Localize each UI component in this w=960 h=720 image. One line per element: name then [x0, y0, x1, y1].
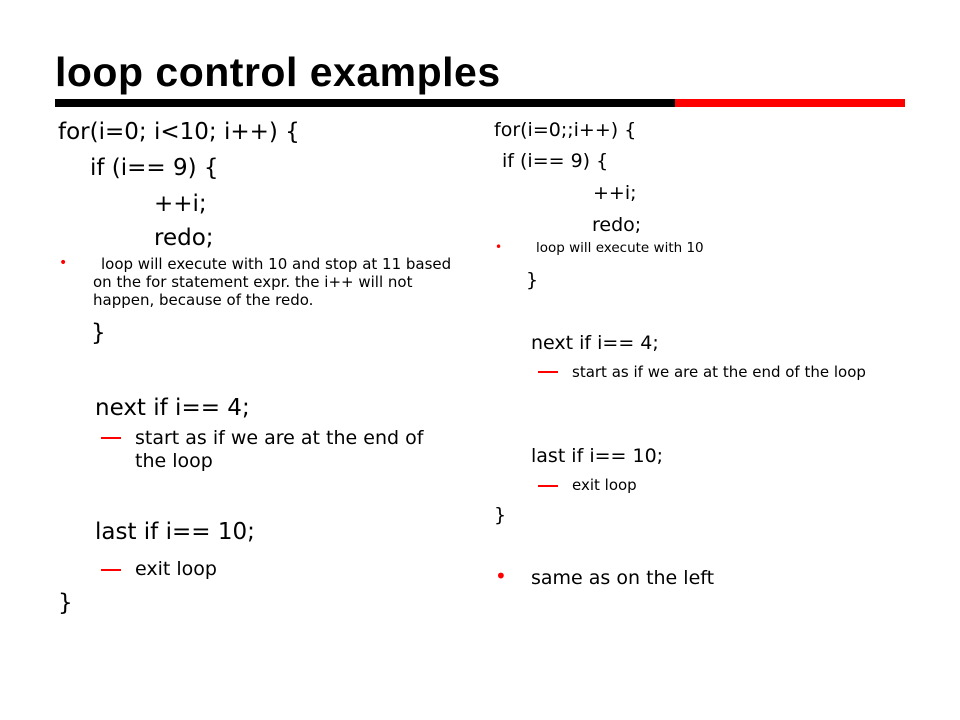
left-close-if: } [91, 320, 106, 346]
right-note: loop will execute with 10 [536, 240, 704, 256]
right-summary-bullet: • [495, 564, 507, 588]
right-close-if: } [526, 269, 539, 291]
left-next-dash [101, 437, 121, 439]
left-increment-line: ++i; [154, 191, 207, 217]
left-close-for: } [58, 590, 73, 616]
left-last-line: last if i== 10; [95, 519, 255, 545]
title-underline-black [55, 99, 675, 107]
left-next-line: next if i== 4; [95, 395, 250, 421]
right-summary: same as on the left [531, 567, 715, 589]
right-last-dash [538, 485, 558, 487]
left-next-desc: start as if we are at the end of the loop [135, 427, 424, 472]
slide-title: loop control examples [55, 49, 501, 95]
left-last-desc: exit loop [135, 558, 217, 580]
left-note-bullet: • [59, 255, 68, 271]
right-next-dash [538, 371, 558, 373]
left-for-line: for(i=0; i<10; i++) { [58, 119, 300, 145]
right-note-bullet: • [495, 240, 503, 254]
right-last-line: last if i== 10; [531, 445, 664, 467]
left-redo-line: redo; [154, 225, 214, 251]
right-close-for: } [494, 504, 507, 526]
right-increment-line: ++i; [593, 182, 637, 204]
right-if-line: if (i== 9) { [502, 150, 609, 172]
right-last-desc: exit loop [572, 476, 637, 494]
right-next-line: next if i== 4; [531, 332, 659, 354]
right-redo-line: redo; [592, 214, 642, 236]
left-if-line: if (i== 9) { [90, 155, 219, 181]
left-last-dash [101, 569, 121, 571]
left-note: loop will execute with 10 and stop at 11 based on the for statement expr. the i++ will not happen, because of the redo. [93, 255, 452, 309]
title-underline [55, 99, 905, 107]
right-for-line: for(i=0;;i++) { [494, 119, 637, 141]
right-next-desc: start as if we are at the end of the loop [572, 363, 866, 381]
title-underline-red [675, 99, 905, 107]
